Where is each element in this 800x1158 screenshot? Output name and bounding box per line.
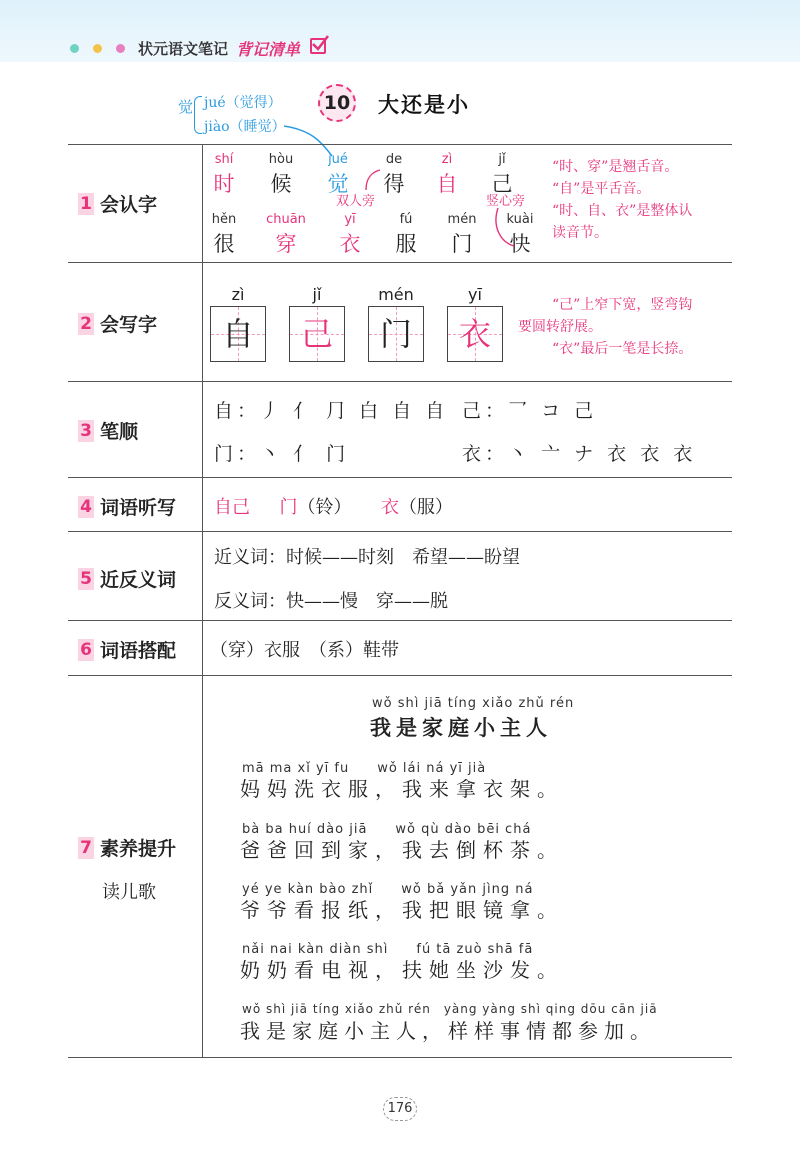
divider xyxy=(68,381,732,382)
stroke-steps: 丶 亠 ナ 衣 衣 衣 xyxy=(508,443,697,465)
section-label-6 xyxy=(78,636,176,663)
section-label-7 xyxy=(78,834,176,861)
character: 衣 xyxy=(458,315,491,353)
pinyin: zì xyxy=(441,152,453,167)
poem-pinyin: bà ba huí dào jiā wǒ qù dào bēi chá xyxy=(242,822,532,837)
poem-pinyin: nǎi nai kàn diàn shì fú tā zuò shā fā xyxy=(242,942,534,957)
pinyin: mén xyxy=(378,285,414,304)
writing-box xyxy=(368,306,424,362)
collocation: （穿）衣服 （系）鞋带 xyxy=(210,640,399,661)
character: 己 xyxy=(300,315,333,353)
stroke-char: 门 xyxy=(214,443,238,465)
section-label-4 xyxy=(78,493,176,520)
note-block xyxy=(518,294,730,360)
character: 门 xyxy=(451,232,473,256)
character: 自 xyxy=(436,172,458,196)
section-title: 词语听写 xyxy=(100,497,177,519)
book-title: 状元语文笔记 xyxy=(138,40,229,58)
poem-pinyin: yé ye kàn bào zhǐ wǒ bǎ yǎn jìng ná xyxy=(242,882,534,897)
section-number: 3 xyxy=(78,420,94,442)
character: 己 xyxy=(491,172,513,196)
synonym-label: 近义词： xyxy=(214,547,286,568)
character: 候 xyxy=(270,172,292,196)
note-line: “衣”最后一笔是长捺。 xyxy=(552,341,693,357)
poem-line: 爸爸回到家，我去倒杯茶。 xyxy=(240,838,564,862)
polyphone-reading: jiào（睡觉） xyxy=(204,119,286,135)
character: 很 xyxy=(213,232,235,256)
section-title: 词语搭配 xyxy=(100,640,177,662)
note-line: “时、自、衣”是整体认 xyxy=(552,203,693,219)
poem-line: 爷爷看报纸，我把眼镜拿。 xyxy=(240,898,564,922)
stroke-steps: 丶 亻 门 xyxy=(260,443,350,465)
radical-arrow xyxy=(362,166,384,192)
word: 衣 xyxy=(380,497,399,518)
character: 自 xyxy=(221,315,254,353)
dot-icon xyxy=(116,44,125,53)
radical-note: 竖心旁 xyxy=(486,194,526,209)
section-number: 1 xyxy=(78,193,94,215)
character: 得 xyxy=(383,172,405,196)
poem-pinyin: wǒ shì jiā tíng xiǎo zhǔ rén yàng yàng shì qing dōu cān jiā xyxy=(242,1002,658,1016)
section-title: 会写字 xyxy=(100,314,158,336)
section-subtitle: 读儿歌 xyxy=(102,882,156,903)
pinyin: jué xyxy=(328,152,348,167)
character: 门 xyxy=(379,315,412,353)
synonyms xyxy=(214,543,520,569)
section-number: 5 xyxy=(78,568,94,590)
poem-line: 我是家庭小主人，样样事情都参加。 xyxy=(240,1019,656,1043)
brace xyxy=(194,96,202,134)
polyphone-char: 觉 xyxy=(178,98,194,116)
character: 觉 xyxy=(327,172,349,196)
antonyms xyxy=(214,587,448,613)
divider xyxy=(68,531,732,532)
poem-pinyin: mā ma xǐ yī fu wǒ lái ná yī jià xyxy=(242,761,487,776)
dot-icon xyxy=(70,44,79,53)
stroke-steps: 乛 コ 己 xyxy=(508,400,598,422)
character: 服 xyxy=(395,232,417,256)
note-block xyxy=(552,156,728,244)
divider xyxy=(68,1057,732,1058)
section-number: 4 xyxy=(78,496,94,518)
word-hint: （服） xyxy=(398,497,453,518)
stroke-order: 己：乛 コ 己 xyxy=(462,400,598,422)
section-title: 素养提升 xyxy=(100,838,177,860)
divider xyxy=(68,262,732,263)
header-tag: 背记清单 xyxy=(236,40,301,59)
writing-box xyxy=(447,306,503,362)
stroke-order: 门：丶 亻 门 xyxy=(214,443,350,465)
note-line: 读音节。 xyxy=(552,225,608,241)
pinyin: fú xyxy=(399,212,413,227)
section-title: 笔顺 xyxy=(100,421,139,443)
radical-arrow xyxy=(492,206,522,250)
stroke-char: 自 xyxy=(214,400,238,422)
pinyin: kuài xyxy=(506,212,534,227)
note-line: 要圆转舒展。 xyxy=(518,319,602,335)
stroke-steps: 丿 亻 ⺆ 白 自 自 xyxy=(260,400,449,422)
dictation-words xyxy=(214,493,453,519)
section-label-2 xyxy=(78,310,157,337)
dot-icon xyxy=(93,44,102,53)
antonym-label: 反义词： xyxy=(214,591,286,612)
poem-line: 妈妈洗衣服，我来拿衣架。 xyxy=(240,777,564,801)
stroke-order: 自：丿 亻 ⺆ 白 自 自 xyxy=(214,400,449,422)
pinyin: jǐ xyxy=(312,285,322,304)
divider xyxy=(68,144,732,145)
note-line: “自”是平舌音。 xyxy=(552,181,651,197)
pinyin: yī xyxy=(468,285,482,304)
pinyin: chuān xyxy=(266,212,306,227)
pinyin: jǐ xyxy=(498,152,506,167)
poem-title: 我是家庭小主人 xyxy=(370,716,552,740)
section-label-3 xyxy=(78,417,138,444)
character: 穿 xyxy=(275,232,297,256)
section-number: 6 xyxy=(78,639,94,661)
pinyin: hòu xyxy=(268,152,294,167)
lesson-number: 10 xyxy=(318,84,356,122)
section-label-1 xyxy=(78,190,157,217)
writing-box xyxy=(289,306,345,362)
section-number: 7 xyxy=(78,837,94,859)
section-title: 会认字 xyxy=(100,194,158,216)
checkbox-icon xyxy=(310,38,326,54)
stroke-char: 衣 xyxy=(462,443,486,465)
stroke-order: 衣：丶 亠 ナ 衣 衣 衣 xyxy=(462,443,697,465)
antonym-text: 快——慢 穿——脱 xyxy=(286,591,448,612)
section-number: 2 xyxy=(78,313,94,335)
divider xyxy=(68,620,732,621)
character: 快 xyxy=(509,232,531,256)
divider xyxy=(68,477,732,478)
column-divider xyxy=(202,144,203,1057)
word: 自己 xyxy=(214,497,250,518)
poem-title-pinyin: wǒ shì jiā tíng xiǎo zhǔ rén xyxy=(372,696,575,711)
pinyin: shí xyxy=(214,152,234,167)
pinyin: mén xyxy=(447,212,477,227)
word: 门 xyxy=(279,497,298,518)
divider xyxy=(68,675,732,676)
pinyin: yī xyxy=(344,212,356,227)
radical-note: 双人旁 xyxy=(336,194,376,209)
character: 衣 xyxy=(339,232,361,256)
section-title: 近反义词 xyxy=(100,569,177,591)
writing-box xyxy=(210,306,266,362)
pinyin: hěn xyxy=(211,212,237,227)
lesson-title: 大还是小 xyxy=(378,93,470,117)
poem-line: 奶奶看电视，扶她坐沙发。 xyxy=(240,958,564,982)
pinyin: de xyxy=(385,152,403,167)
stroke-char: 己 xyxy=(462,400,486,422)
section-label-5 xyxy=(78,565,176,592)
word-hint: （铃） xyxy=(297,497,352,518)
synonym-text: 时候——时刻 希望——盼望 xyxy=(286,547,520,568)
pinyin: zì xyxy=(231,285,245,304)
polyphone-reading: jué（觉得） xyxy=(204,95,282,111)
note-line: “时、穿”是翘舌音。 xyxy=(552,159,679,175)
character: 时 xyxy=(213,172,235,196)
page-number: 176 xyxy=(383,1097,417,1121)
note-line: “己”上窄下宽，竖弯钩 xyxy=(552,297,693,313)
